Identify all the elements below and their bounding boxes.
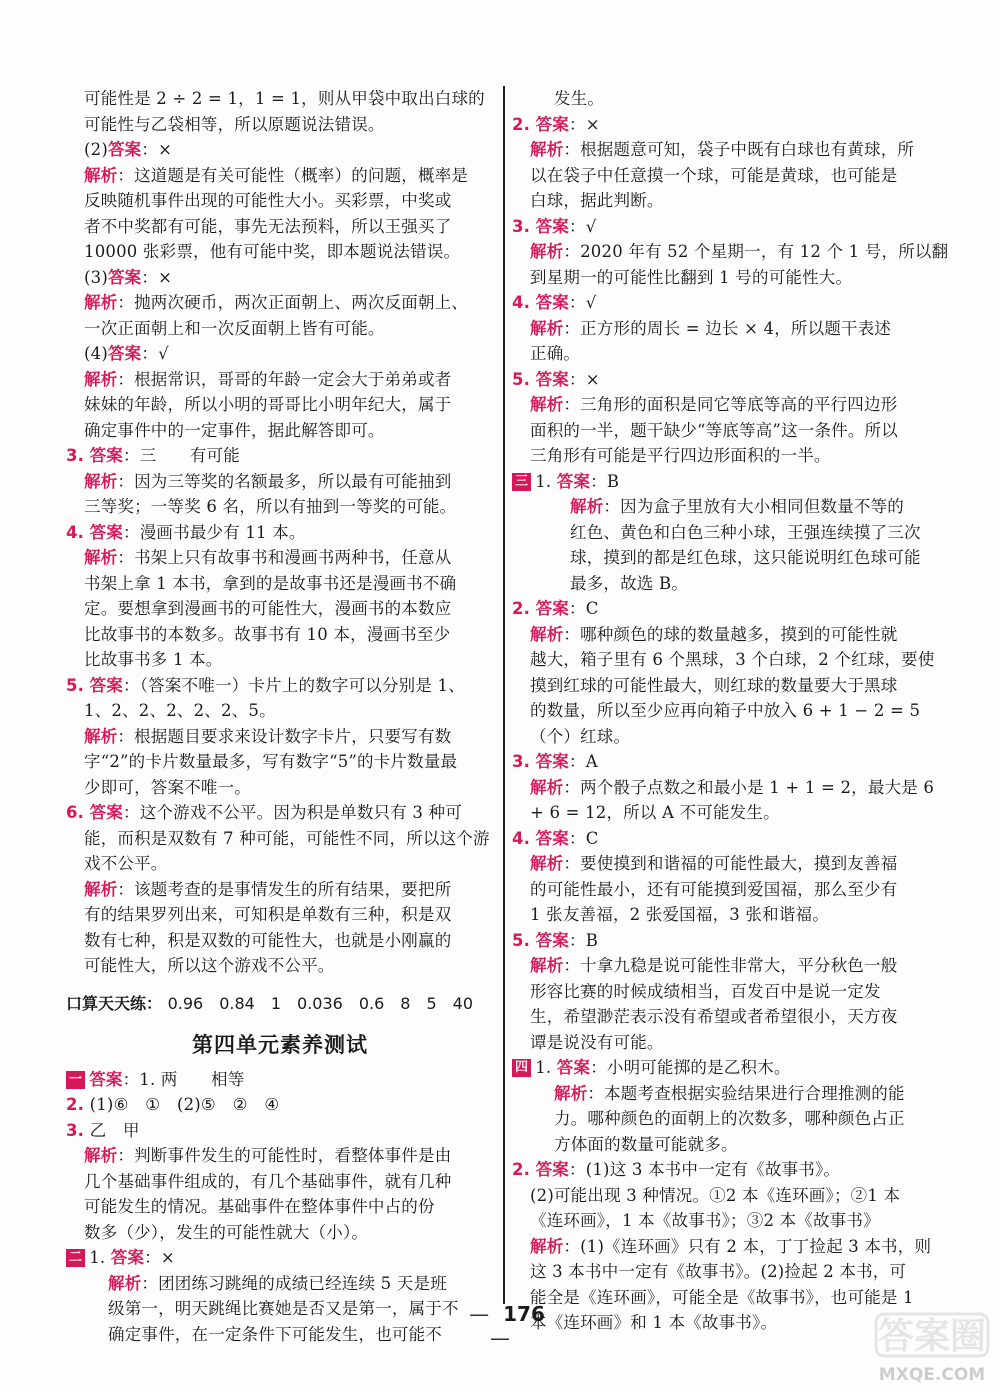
text-line xyxy=(512,1285,948,1311)
text-line xyxy=(66,188,494,214)
answer-label: 解析 xyxy=(108,1273,142,1293)
text-line xyxy=(512,1208,948,1234)
text-line xyxy=(66,418,494,444)
text-line xyxy=(66,316,494,342)
text-line xyxy=(66,851,494,877)
question-number: 2. xyxy=(512,599,531,618)
text-line xyxy=(66,596,494,622)
text-line xyxy=(512,902,948,928)
text-run: 数有七种，积是双数的可能性大，也就是小刚赢的 xyxy=(84,930,452,950)
text-line xyxy=(66,494,494,520)
answer-label: 答案 xyxy=(535,216,570,236)
text-line xyxy=(512,214,948,240)
question-number: 5. xyxy=(512,369,531,389)
text-run: ：B xyxy=(569,930,599,950)
text-run: ：B xyxy=(590,471,620,491)
unit-test-answers xyxy=(66,1067,494,1348)
text-line xyxy=(66,826,494,852)
text-run: 的数量，所以至少应再向箱子中放入 6 + 1 − 2 = 5 xyxy=(530,701,921,720)
text-run: ：小明可能掷的是乙积木。 xyxy=(590,1058,791,1077)
text-run: ：书架上只有故事书和漫画书两种书，任意从 xyxy=(117,548,452,567)
text-line xyxy=(512,724,948,750)
text-line xyxy=(512,1081,948,1107)
answer-label: 答案 xyxy=(107,344,142,363)
oral-practice-label: 口算天天练： xyxy=(66,993,163,1013)
text-line xyxy=(512,1183,948,1209)
text-run: 可能性是 2 ÷ 2 = 1，1 = 1，则从甲袋中取出白球的 xyxy=(84,89,485,108)
text-line xyxy=(512,367,948,393)
text-line xyxy=(66,1092,494,1118)
text-run: 可能性大，所以这个游戏不公平。 xyxy=(84,956,335,975)
text-line xyxy=(66,571,494,597)
text-line xyxy=(66,163,494,189)
text-run: ：团团练习跳绳的成绩已经连续 5 天是班 xyxy=(141,1273,447,1293)
text-line xyxy=(512,800,948,826)
text-line xyxy=(66,800,494,826)
text-line xyxy=(512,571,948,597)
answer-label: 解析 xyxy=(530,318,564,338)
answer-label: 解析 xyxy=(84,165,118,185)
text-line xyxy=(512,622,948,648)
question-number: 2. xyxy=(66,1095,85,1114)
text-line xyxy=(512,137,948,163)
text-run: ：三 有可能 xyxy=(123,446,240,465)
text-run: 三角形有可能是平行四边形面积的一半。 xyxy=(530,446,831,465)
text-run: ：正方形的周长 = 边长 × 4，所以题干表述 xyxy=(563,318,892,338)
text-run: 确定事件，在一定条件下可能发生，也可能不 xyxy=(108,1324,442,1344)
answer-label: 解析 xyxy=(84,548,118,567)
text-run: ：这个游戏不公平。因为积是单数只有 3 种可 xyxy=(123,803,462,822)
question-number: 2. xyxy=(512,1160,531,1179)
text-run: 形容比赛的时候成绩相当，百发百中是说一定发 xyxy=(530,981,881,1001)
text-line xyxy=(512,1259,948,1285)
text-run: 一次正面朝上和一次反面朝上皆有可能。 xyxy=(84,318,385,338)
section-badge: 四 xyxy=(512,1059,531,1077)
answer-label: 解析 xyxy=(84,879,118,899)
question-number: 5. xyxy=(512,930,531,950)
text-line xyxy=(66,1220,494,1246)
text-run: ：× xyxy=(569,369,600,389)
text-run: ：因为盒子里放有大小相同但数量不等的 xyxy=(603,497,905,516)
text-line xyxy=(512,188,948,214)
text-line xyxy=(66,443,494,469)
page-number-value: 176 xyxy=(503,1302,545,1326)
text-run: (2) xyxy=(84,140,108,159)
answer-label: 答案 xyxy=(535,752,570,771)
text-run: ：根据常识，哥哥的年龄一定会大于弟弟或者 xyxy=(117,369,452,389)
section-badge: 一 xyxy=(66,1071,85,1089)
answer-label: 解析 xyxy=(530,1236,564,1256)
text-run: ：哪种颜色的球的数量越多，摸到的可能性就 xyxy=(563,624,898,644)
text-run: ：(1)这 3 本书中一定有《故事书》。 xyxy=(569,1160,841,1179)
text-line xyxy=(66,1322,494,1348)
text-line xyxy=(66,1194,494,1220)
text-line xyxy=(66,520,494,546)
answer-label: 解析 xyxy=(530,624,564,644)
text-run: 面积的一半，题干缺少“等底等高”这一条件。所以 xyxy=(530,420,898,440)
text-line xyxy=(512,290,948,316)
text-run: 红色、黄色和白色三种小球，王强连续摸了三次 xyxy=(570,522,921,542)
text-run: ：十拿九稳是说可能性非常大，平分秋色一般 xyxy=(563,956,898,975)
text-run: (3) xyxy=(84,267,108,287)
text-line xyxy=(66,469,494,495)
answer-label: 答案 xyxy=(535,930,570,950)
answer-label: 解析 xyxy=(530,854,564,873)
text-run: ：该题考查的是事情发生的所有结果，要把所 xyxy=(117,879,452,899)
text-run: 级第一，明天跳绳比赛她是否又是第一，属于不 xyxy=(108,1299,459,1318)
question-number: 5. xyxy=(66,675,85,695)
text-line xyxy=(512,443,948,469)
left-answers xyxy=(66,86,494,979)
answer-label: 答案 xyxy=(107,267,142,287)
question-number: 3. xyxy=(512,752,531,771)
text-line xyxy=(512,418,948,444)
answer-label: 解析 xyxy=(84,369,118,389)
text-run: ：（答案不唯一）卡片上的数字可以分别是 1、 xyxy=(123,675,465,695)
text-line xyxy=(512,1055,948,1081)
answer-label: 答案 xyxy=(107,140,142,159)
question-number: 3. xyxy=(66,1120,85,1140)
text-line xyxy=(66,1296,494,1322)
text-run: 有的结果罗列出来，可知积是单数有三种，积是双 xyxy=(84,905,452,924)
text-run: 白球，据此判断。 xyxy=(530,191,664,210)
text-run: ：√ xyxy=(569,216,597,236)
text-run: 能，而积是双数有 7 种可能，可能性不同，所以这个游 xyxy=(84,828,490,848)
text-run: 能全是《连环画》，可能全是《故事书》，也可能是 1 xyxy=(530,1287,914,1307)
question-number: 4. xyxy=(66,522,85,542)
text-line xyxy=(66,1067,494,1093)
text-run: ：要使摸到和谐福的可能性最大，摸到友善福 xyxy=(563,854,898,873)
text-run: 可能性与乙袋相等，所以原题说法错误。 xyxy=(84,114,385,134)
text-line xyxy=(512,851,948,877)
answer-label: 解析 xyxy=(84,471,118,491)
right-answers xyxy=(512,86,948,1336)
text-run: 数多（少），发生的可能性就大（小）。 xyxy=(84,1222,369,1242)
text-line xyxy=(512,826,948,852)
right-column xyxy=(512,86,948,1336)
text-run: 谭是说没有可能。 xyxy=(530,1032,664,1052)
text-run: ：这道题是有关可能性（概率）的问题，概率是 xyxy=(117,165,469,185)
answer-label: 答案 xyxy=(535,599,570,618)
text-line xyxy=(66,214,494,240)
answer-label: 答案 xyxy=(535,293,570,312)
text-run: (4) xyxy=(84,344,108,363)
text-line xyxy=(512,239,948,265)
text-run: 发生。 xyxy=(554,89,605,108)
text-run: ：本题考查根据实验结果进行合理推测的能 xyxy=(587,1083,905,1103)
text-line xyxy=(66,1271,494,1297)
section-title: 第四单元素养测试 xyxy=(192,1032,368,1057)
text-line xyxy=(512,1132,948,1158)
text-run: 1. xyxy=(89,1248,111,1267)
text-run: ：× xyxy=(144,1248,175,1267)
oral-practice xyxy=(66,979,494,1021)
text-line xyxy=(66,367,494,393)
text-run: 球，摸到的都是红色球，这只能说明红色球可能 xyxy=(570,548,921,567)
answer-label: 答案 xyxy=(535,369,570,389)
oral-practice-values: 0.96 0.84 1 0.036 0.6 8 5 40 xyxy=(167,993,473,1013)
answer-label: 答案 xyxy=(89,522,124,542)
text-run: ：根据题意可知，袋子中既有白球也有黄球，所 xyxy=(563,140,915,159)
text-line xyxy=(512,86,948,112)
text-line xyxy=(512,392,948,418)
text-run: ：× xyxy=(569,114,600,134)
column-divider xyxy=(503,86,505,1304)
text-run: 力。哪种颜色的面朝上的次数多，哪种颜色占正 xyxy=(554,1109,905,1128)
answer-label: 答案 xyxy=(556,1058,591,1077)
text-run: 最多，故选 B。 xyxy=(570,573,688,593)
text-line xyxy=(66,112,494,138)
text-run: (2)可能出现 3 种情况。①2 本《连环画》；②1 本 xyxy=(530,1185,901,1205)
text-line xyxy=(66,1143,494,1169)
text-run: （个）红球。 xyxy=(530,726,631,746)
text-run: 生，希望渺茫表示没有希望或者希望很小，天方夜 xyxy=(530,1007,898,1026)
question-number: 6. xyxy=(66,803,85,822)
text-run: ：因为三等奖的名额最多，所以最有可能抽到 xyxy=(117,471,452,491)
text-run: 字“2”的卡片数量最多，写有数字“5”的卡片数量最 xyxy=(84,752,458,771)
answer-label: 解析 xyxy=(84,1146,118,1165)
text-run: (1)⑥ ① (2)⑤ ② ④ xyxy=(84,1095,280,1114)
text-line xyxy=(66,392,494,418)
answer-label: 解析 xyxy=(570,497,604,516)
text-line xyxy=(66,953,494,979)
text-run: 反映随机事件出现的可能性大小。买彩票，中奖或 xyxy=(84,191,452,210)
answer-label: 答案 xyxy=(535,828,570,848)
text-run: 1. xyxy=(535,471,557,491)
section-badge: 三 xyxy=(512,473,531,491)
text-line xyxy=(66,341,494,367)
text-line xyxy=(512,1157,948,1183)
text-run: 定。要想拿到漫画书的可能性大，漫画书的本数应 xyxy=(84,599,452,618)
text-line xyxy=(66,902,494,928)
text-run: 几个基础事件组成的，有几个基础事件，就有几种 xyxy=(84,1171,452,1191)
text-run: ：× xyxy=(141,267,173,287)
watermark-url: MXQE.COM xyxy=(878,1365,986,1385)
text-run: ：三角形的面积是同它等底等高的平行四边形 xyxy=(563,395,898,414)
text-run: 1. xyxy=(535,1058,557,1077)
answer-label: 答案 xyxy=(89,803,124,822)
text-line xyxy=(66,239,494,265)
text-line xyxy=(512,698,948,724)
text-run: 三等奖；一等奖 6 名，所以有抽到一等奖的可能。 xyxy=(84,497,457,516)
text-run: 1 张友善福，2 张爱国福，3 张和谐福。 xyxy=(530,905,829,924)
text-line xyxy=(66,86,494,112)
text-line xyxy=(66,775,494,801)
text-line xyxy=(512,469,948,495)
text-run: 妹妹的年龄，所以小明的哥哥比小明年纪大，属于 xyxy=(84,395,452,414)
text-run: ：C xyxy=(569,828,599,848)
text-line xyxy=(512,775,948,801)
left-column xyxy=(66,86,494,1347)
text-run: ：√ xyxy=(141,344,169,363)
answer-label: 答案 xyxy=(110,1248,145,1267)
text-line xyxy=(66,1245,494,1271)
text-line xyxy=(512,112,948,138)
text-run: 可能发生的情况。基础事件在整体事件中占的份 xyxy=(84,1197,435,1216)
text-run: 10000 张彩票，他有可能中奖，即本题说法错误。 xyxy=(84,242,461,261)
text-line xyxy=(66,545,494,571)
text-line xyxy=(512,928,948,954)
text-run: 比故事书的本数多。故事书有 10 本，漫画书至少 xyxy=(84,624,451,644)
answer-label: 解析 xyxy=(530,140,564,159)
text-line xyxy=(512,520,948,546)
text-run: ：两个骰子点数之和最小是 1 + 1 = 2，最大是 6 xyxy=(563,777,935,797)
text-run: 方体面的数量可能就多。 xyxy=(554,1134,738,1154)
watermark-label: 答案圈 xyxy=(877,1316,987,1357)
text-line xyxy=(66,877,494,903)
answer-label: 解析 xyxy=(84,726,118,746)
text-run: 这 3 本书中一定有《故事书》。(2)捡起 2 本书，可 xyxy=(530,1262,907,1281)
answer-label: 解析 xyxy=(84,293,118,312)
text-line xyxy=(66,290,494,316)
text-run: 乙 甲 xyxy=(84,1120,140,1140)
text-run: ：漫画书最少有 11 本。 xyxy=(123,522,306,542)
answer-label: 解析 xyxy=(530,777,564,797)
text-line xyxy=(66,724,494,750)
text-line xyxy=(512,1004,948,1030)
text-line xyxy=(512,265,948,291)
text-line xyxy=(66,1118,494,1144)
text-line xyxy=(512,545,948,571)
question-number: 4. xyxy=(512,828,531,848)
text-line xyxy=(512,316,948,342)
text-run: ：根据题目要求来设计数字卡片，只要写有数 xyxy=(117,726,452,746)
text-line xyxy=(512,647,948,673)
text-line xyxy=(512,979,948,1005)
text-line xyxy=(512,1030,948,1056)
text-line xyxy=(512,953,948,979)
answer-label: 答案 xyxy=(89,1069,123,1089)
text-run: ：判断事件发生的可能性时，看整体事件是由 xyxy=(117,1146,452,1165)
text-run: 《连环画》，1 本《故事书》；③2 本《故事书》 xyxy=(530,1211,880,1230)
text-run: ：(1)《连环画》只有 2 本，丁丁捡起 3 本书，则 xyxy=(563,1236,932,1256)
text-line xyxy=(512,341,948,367)
answer-label: 答案 xyxy=(89,675,124,695)
text-run: ：A xyxy=(569,752,598,771)
answer-label: 解析 xyxy=(530,395,564,414)
question-number: 3. xyxy=(512,216,531,236)
answer-label: 答案 xyxy=(556,471,591,491)
text-line xyxy=(66,749,494,775)
text-line xyxy=(512,749,948,775)
answer-label: 解析 xyxy=(530,956,564,975)
answer-label: 答案 xyxy=(535,114,570,134)
text-run: ：2020 年有 52 个星期一，有 12 个 1 号，所以翻 xyxy=(563,242,949,261)
text-line xyxy=(66,647,494,673)
watermark-logo xyxy=(872,1310,992,1386)
text-run: + 6 = 12，所以 A 不可能发生。 xyxy=(530,803,780,822)
text-line xyxy=(512,494,948,520)
text-run: 正确。 xyxy=(530,344,581,363)
text-run: 者不中奖都有可能，事先无法预料，所以王强买了 xyxy=(84,216,452,236)
text-line xyxy=(66,265,494,291)
text-line xyxy=(512,877,948,903)
text-line xyxy=(66,137,494,163)
text-line xyxy=(66,928,494,954)
text-run: ：√ xyxy=(569,293,597,312)
text-run: 以在袋子中任意摸一个球，可能是黄球，也可能是 xyxy=(530,165,898,185)
text-run: 1、2、2、2、2、2、5。 xyxy=(84,701,276,720)
text-run: ：C xyxy=(569,599,599,618)
answer-label: 解析 xyxy=(530,242,564,261)
question-number: 4. xyxy=(512,293,531,312)
text-run: 到星期一的可能性比翻到 1 号的可能性大。 xyxy=(530,267,853,287)
text-line xyxy=(512,163,948,189)
text-run: 少即可，答案不唯一。 xyxy=(84,777,251,797)
text-run: 确定事件中的一定事件，据此解答即可。 xyxy=(84,420,385,440)
text-run: 的可能性最小，还有可能摸到爱国福，那么至少有 xyxy=(530,879,898,899)
answer-label: 解析 xyxy=(554,1083,588,1103)
text-run: ：抛两次硬币，两次正面朝上、两次反面朝上、 xyxy=(117,293,469,312)
text-run: 比故事书多 1 本。 xyxy=(84,650,223,669)
text-run: 越大，箱子里有 6 个黑球，3 个白球，2 个红球，要使 xyxy=(530,650,935,669)
answer-label: 答案 xyxy=(89,446,124,465)
text-run: 戏不公平。 xyxy=(84,854,168,873)
question-number: 2. xyxy=(512,114,531,134)
text-line xyxy=(66,673,494,699)
answer-label: 答案 xyxy=(535,1160,570,1179)
section-badge: 二 xyxy=(66,1249,85,1267)
text-run: ：1. 两 相等 xyxy=(122,1069,245,1089)
text-line xyxy=(512,1234,948,1260)
text-run: 摸到红球的可能性最大，则红球的数量要大于黑球 xyxy=(530,675,898,695)
text-line xyxy=(66,698,494,724)
text-line xyxy=(512,1106,948,1132)
text-line xyxy=(66,622,494,648)
question-number: 3. xyxy=(66,446,85,465)
text-run: 书架上拿 1 本书，拿到的是故事书还是漫画书不确 xyxy=(84,573,457,593)
text-line xyxy=(512,673,948,699)
text-run: 本《连环画》和 1 本《故事书》。 xyxy=(530,1313,778,1332)
page-number: — 176— xyxy=(469,1302,545,1350)
text-run: ：× xyxy=(141,140,173,159)
text-line xyxy=(66,1169,494,1195)
text-line xyxy=(512,596,948,622)
